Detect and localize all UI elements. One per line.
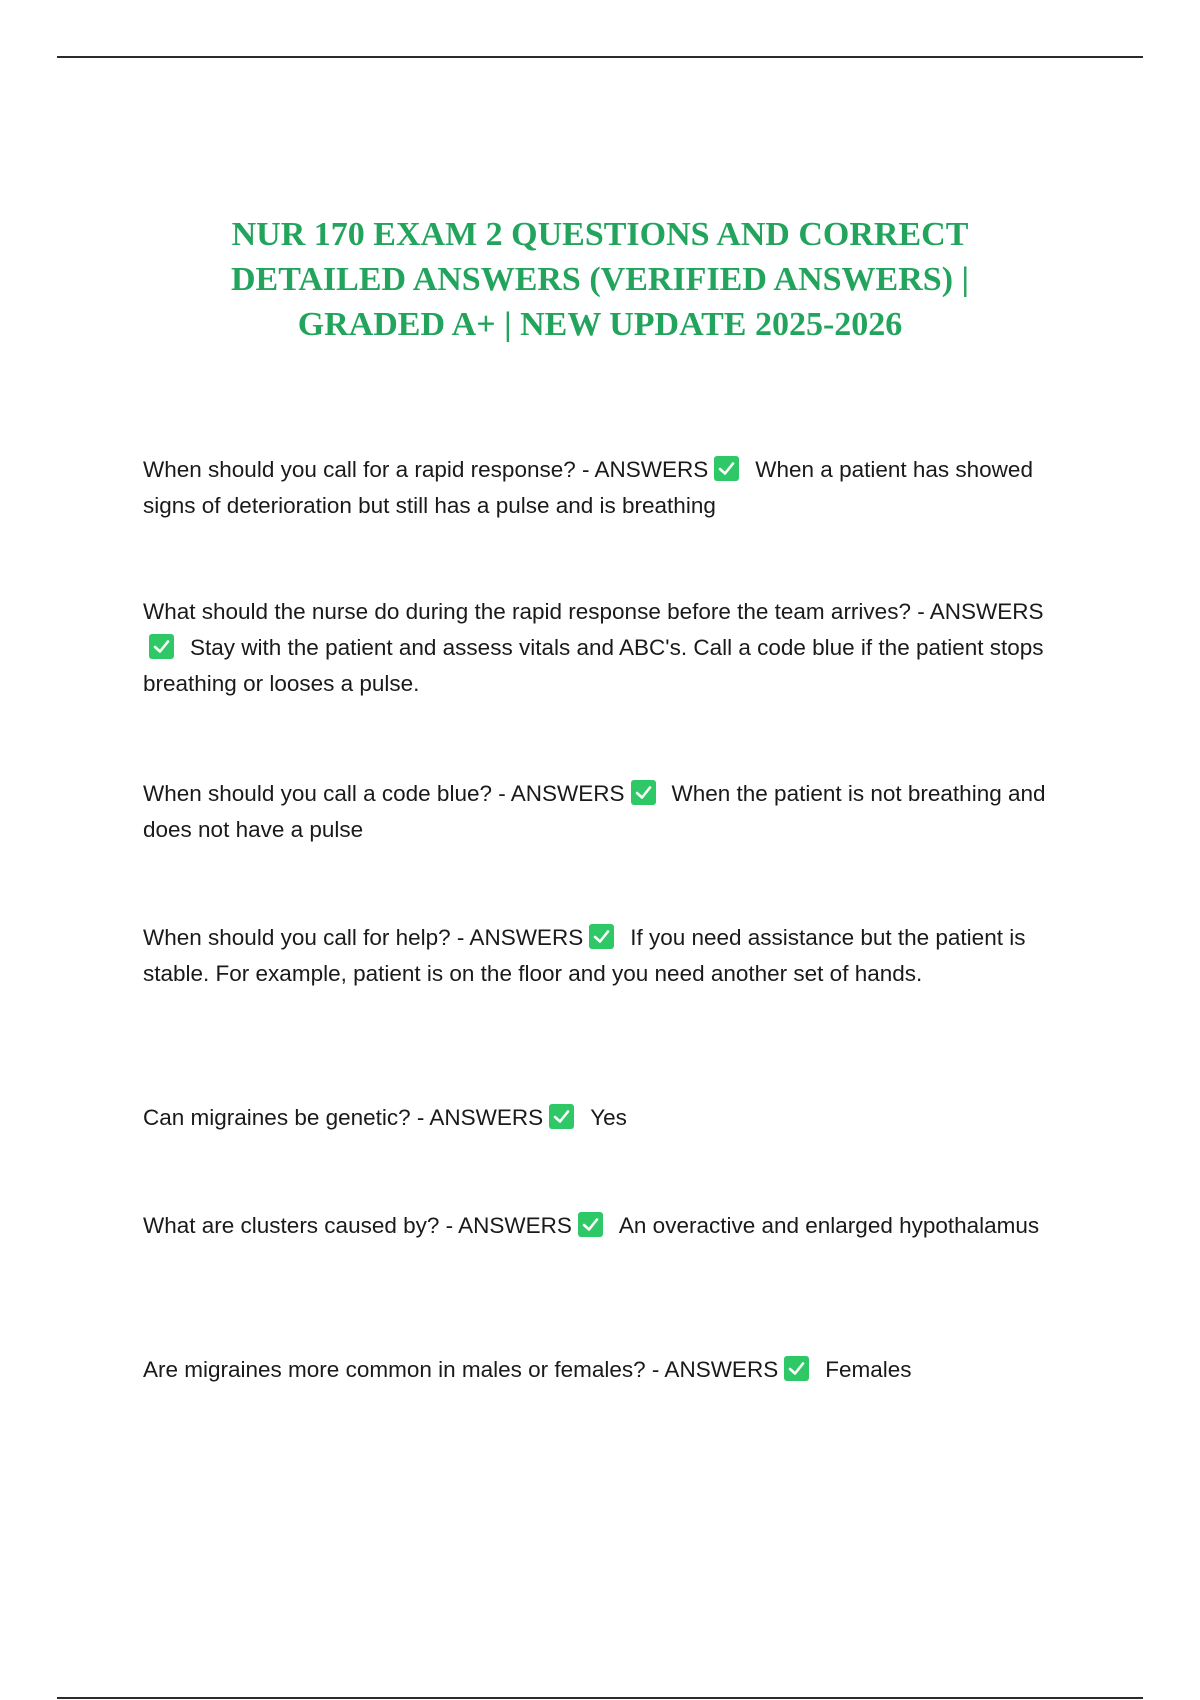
qa-item-6 <box>143 1208 1073 1280</box>
question-text: What are clusters caused by? - ANSWERS <box>143 1213 572 1238</box>
answer-text: Females <box>825 1357 912 1382</box>
bottom-divider <box>57 1697 1143 1699</box>
qa-item-5 <box>143 1100 1073 1136</box>
check-box-icon <box>149 634 174 659</box>
title-line-3: GRADED A+ | NEW UPDATE 2025-2026 <box>297 306 903 343</box>
check-box-icon <box>549 1104 574 1129</box>
document-title <box>150 212 1050 347</box>
qa-item-2 <box>143 594 1073 702</box>
title-line-1: NUR 170 EXAM 2 QUESTIONS AND CORRECT <box>231 216 969 253</box>
answer-text: An overactive and enlarged hypothalamus <box>618 1213 1040 1238</box>
answer-text: When the patient is not breathing and does not have a pulse <box>143 781 1046 842</box>
question-text: Can migraines be genetic? - ANSWERS <box>143 1105 544 1130</box>
answer-text: Stay with the patient and assess vitals and ABC's. Call a code blue if the patient stops breathing or looses a pulse. <box>143 635 1044 696</box>
top-divider <box>57 56 1143 58</box>
check-box-icon <box>714 456 739 481</box>
title-line-2: DETAILED ANSWERS (VERIFIED ANSWERS) | <box>230 261 970 298</box>
question-text: When should you call a code blue? - ANSWERS <box>143 781 625 806</box>
question-text: When should you call for help? - ANSWERS <box>143 925 584 950</box>
answer-text: If you need assistance but the patient is stable. For example, patient is on the floor and you need another set of hands. <box>143 925 1026 986</box>
check-box-icon <box>589 924 614 949</box>
qa-item-1 <box>143 452 1073 522</box>
check-box-icon <box>631 780 656 805</box>
check-box-icon <box>784 1356 809 1381</box>
qa-list <box>143 452 1073 1388</box>
qa-item-4 <box>143 920 1073 1028</box>
question-text: Are migraines more common in males or females? - ANSWERS <box>143 1357 779 1382</box>
question-text: What should the nurse do during the rapid response before the team arrives? - ANSWERS <box>143 599 1044 624</box>
check-box-icon <box>578 1212 603 1237</box>
qa-item-7 <box>143 1352 1073 1388</box>
qa-item-3 <box>143 776 1073 848</box>
question-text: When should you call for a rapid response? - ANSWERS <box>143 457 709 482</box>
answer-text: When a patient has showed signs of deterioration but still has a pulse and is breathing <box>143 457 1033 518</box>
answer-text: Yes <box>590 1105 627 1130</box>
